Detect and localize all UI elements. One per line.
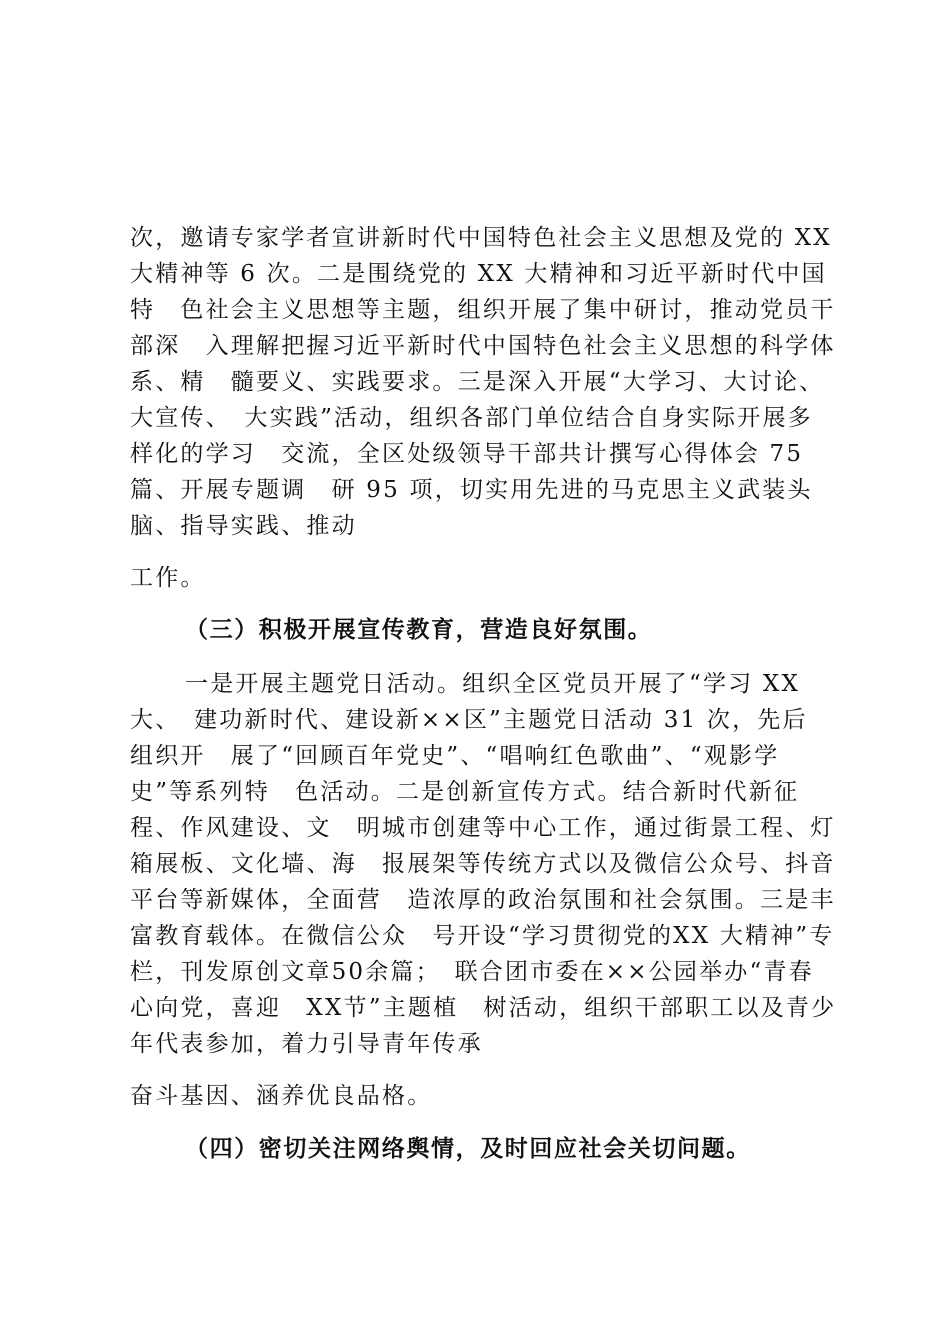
paragraph-line: 奋斗基因、涵养优良品格。 xyxy=(130,1083,433,1109)
paragraph-line: 工作。 xyxy=(130,565,206,591)
paragraph-line: 平台等新媒体，全面营 造浓厚的政治氛围和社会氛围。三是丰 xyxy=(130,887,836,913)
paragraph-line: 大精神等 6 次。二是围绕党的 XX 大精神和习近平新时代中国 xyxy=(130,261,827,287)
paragraph-line: 一是开展主题党日活动。组织全区党员开展了“学习 XX xyxy=(185,671,801,697)
paragraph-line: 次，邀请专家学者宣讲新时代中国特色社会主义思想及党的 XX xyxy=(130,225,832,251)
paragraph-line: 箱展板、文化墙、海 报展架等传统方式以及微信公众号、抖音 xyxy=(130,851,836,877)
section-heading-4: （四）密切关注网络舆情，及时回应社会关切问题。 xyxy=(185,1135,751,1162)
paragraph-line: 富教育载体。在微信公众 号开设“学习贯彻党的XX 大精神”专 xyxy=(130,923,835,949)
paragraph-line: 篇、开展专题调 研 95 项，切实用先进的马克思主义武装头 xyxy=(130,477,813,503)
paragraph-line: 系、精 髓要义、实践要求。三是深入开展“大学习、大讨论、 xyxy=(130,369,825,395)
paragraph-line: 栏，刊发原创文章50余篇； 联合团市委在××公园举办“青春 xyxy=(130,959,814,985)
paragraph-line: 大宣传、 大实践”活动，组织各部门单位结合自身实际开展多 xyxy=(130,405,813,431)
paragraph-line: 脑、指导实践、推动 xyxy=(130,513,357,539)
paragraph-line: 特 色社会主义思想等主题，组织开展了集中研讨，推动党员干 xyxy=(130,297,836,323)
paragraph-line: 年代表参加，着力引导青年传承 xyxy=(130,1031,483,1057)
section-heading-3: （三）积极开展宣传教育，营造良好氛围。 xyxy=(185,616,653,643)
paragraph-line: 组织开 展了“回顾百年党史”、“唱响红色歌曲”、“观影学 xyxy=(130,743,780,769)
paragraph-line: 心向党，喜迎 XX节”主题植 树活动，组织干部职工以及青少 xyxy=(130,995,837,1021)
paragraph-line: 大、 建功新时代、建设新××区”主题党日活动 31 次，先后 xyxy=(130,707,808,733)
paragraph-line: 程、作风建设、文 明城市创建等中心工作，通过街景工程、灯 xyxy=(130,815,836,841)
paragraph-line: 史”等系列特 色活动。二是创新宣传方式。结合新时代新征 xyxy=(130,779,800,805)
paragraph-line: 部深 入理解把握习近平新时代中国特色社会主义思想的科学体 xyxy=(130,333,836,359)
paragraph-line: 样化的学习 交流，全区处级领导干部共计撰写心得体会 75 xyxy=(130,441,804,467)
